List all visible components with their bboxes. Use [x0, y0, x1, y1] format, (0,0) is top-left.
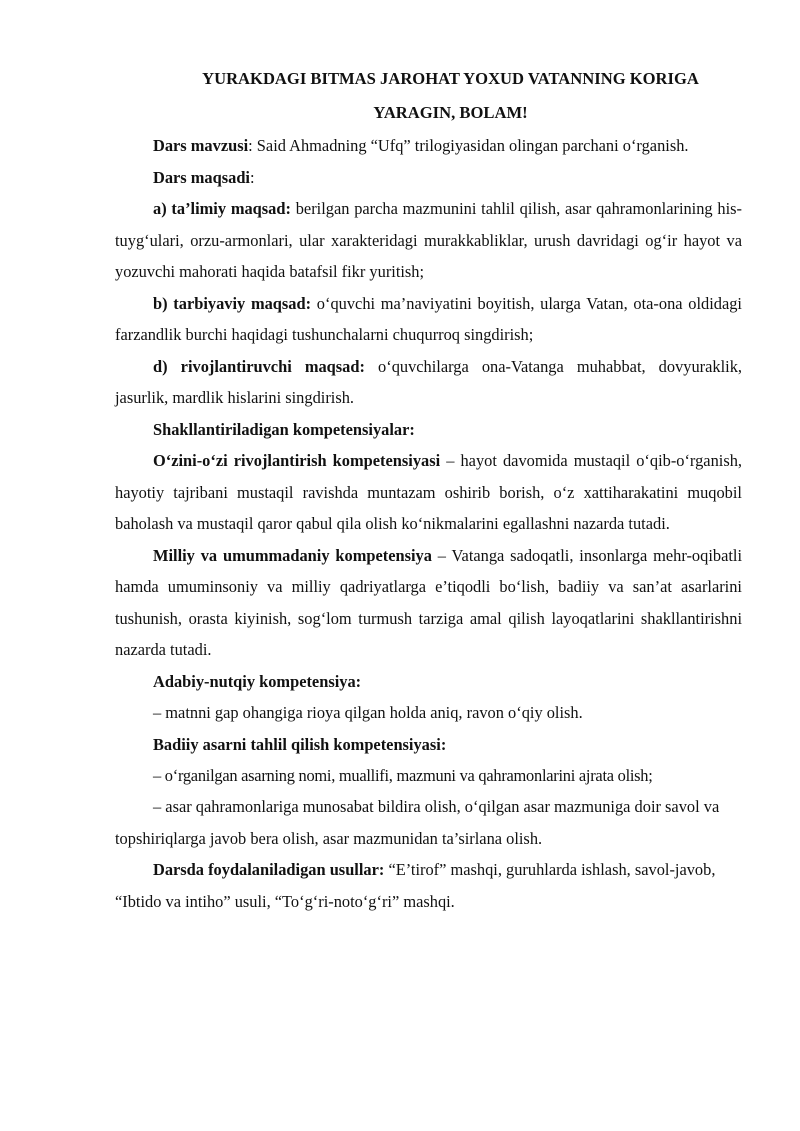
competency-self-development	[115, 445, 742, 540]
goal-educational	[115, 193, 742, 288]
list-item-text: – o‘rganilgan asarning nomi, muallifi, mazmuni va qahramonlarini ajrata olish;	[153, 766, 653, 785]
goal-label: b) tarbiyaviy maqsad:	[153, 293, 312, 313]
competency-text: – hayot davomida mustaqil o‘qib-o‘rganish, hayotiy tajribani mustaqil ravishda muntazam oshirib borish, o‘z xattiharakatini muqobil baholash va mustaqil qaror qabul qila olish ko‘nikmalarini egallashni nazarda tutadi.	[115, 451, 742, 533]
list-item-text: – asar qahramonlariga munosabat bildira olish, o‘qilgan asar mazmuniga doir savol va topshiriqlarga javob bera olish, asar mazmunidan ta’sirlana olish.	[115, 797, 720, 848]
goal-label: a) ta’limiy maqsad:	[153, 199, 291, 218]
title-line-1: YURAKDAGI BITMAS JAROHAT YOXUD VATANNING KORIGA	[202, 69, 699, 88]
goal-label: d) rivojlantiruvchi maqsad:	[153, 356, 365, 376]
list-item	[115, 791, 742, 854]
title-line-2: YARAGIN, BOLAM!	[373, 103, 528, 122]
competency-label: Milliy va umummadaniy kompetensiya	[153, 545, 432, 565]
methods-text: “E’tirof” mashqi, guruhlarda ishlash, savol-javob, “Ibtido va intiho” usuli, “To‘g‘ri-noto‘g‘ri” mashqi.	[115, 860, 716, 911]
literary-speech-heading-text: Adabiy-nutqiy kompetensiya:	[153, 671, 362, 691]
competency-text: – Vatanga sadoqatli, insonlarga mehr-oqibatli hamda umuminsoniy va milliy qadriyatlarga e’tiqodli bo‘lish, badiiy va san’at asarlarini tushunish, orasta kiyinish, sog‘lom turmush tarziga amal qilish layoqatlarini shakllantirishni nazarda tutadi.	[115, 545, 743, 659]
lesson-goals-label: Dars maqsadi	[153, 167, 250, 187]
competency-label: O‘zini-o‘zi rivojlantirish kompetensiyasi	[153, 451, 441, 470]
lesson-topic-label: Dars mavzusi	[153, 136, 249, 155]
methods-paragraph	[115, 854, 742, 917]
lesson-topic	[115, 130, 742, 162]
lesson-goals-colon: :	[250, 167, 255, 187]
list-item-text: – matnni gap ohangiga rioya qilgan holda aniq, ravon o‘qiy olish.	[153, 703, 583, 722]
document-title	[115, 62, 742, 130]
analysis-heading-text: Badiiy asarni tahlil qilish kompetensiyasi:	[153, 734, 447, 754]
goal-text: berilgan parcha mazmunini tahlil qilish, asar qahramonlarining his-tuyg‘ulari, orzu-armonlari, ular xarakteridagi murakkabliklar, urush davridagi og‘ir hayot va yozuvchi mahorati haqida batafsil fikr yuritish;	[115, 199, 742, 281]
lesson-topic-text: : Said Ahmadning “Ufq” trilogiyasidan olingan parchani o‘rganish.	[248, 136, 689, 155]
analysis-heading	[115, 729, 742, 761]
goal-text: o‘quvchilarga ona-Vatanga muhabbat, dovyuraklik, jasurlik, mardlik hislarini singdirish.	[115, 356, 742, 407]
goal-upbringing	[115, 288, 742, 351]
list-item	[115, 760, 742, 791]
methods-label: Darsda foydalaniladigan usullar:	[153, 860, 385, 879]
competency-national-cultural	[115, 540, 742, 666]
competencies-heading	[115, 414, 742, 446]
goal-developmental	[115, 351, 742, 414]
lesson-goals-heading	[115, 162, 742, 194]
document-page	[115, 62, 742, 917]
literary-speech-heading	[115, 666, 742, 698]
list-item	[115, 697, 742, 729]
goal-text: o‘quvchi ma’naviyatini boyitish, ularga Vatan, ota-ona oldidagi farzandlik burchi haqidagi tushunchalarni chuqurroq singdirish;	[115, 293, 742, 344]
competencies-heading-text: Shakllantiriladigan kompetensiyalar:	[153, 419, 415, 439]
